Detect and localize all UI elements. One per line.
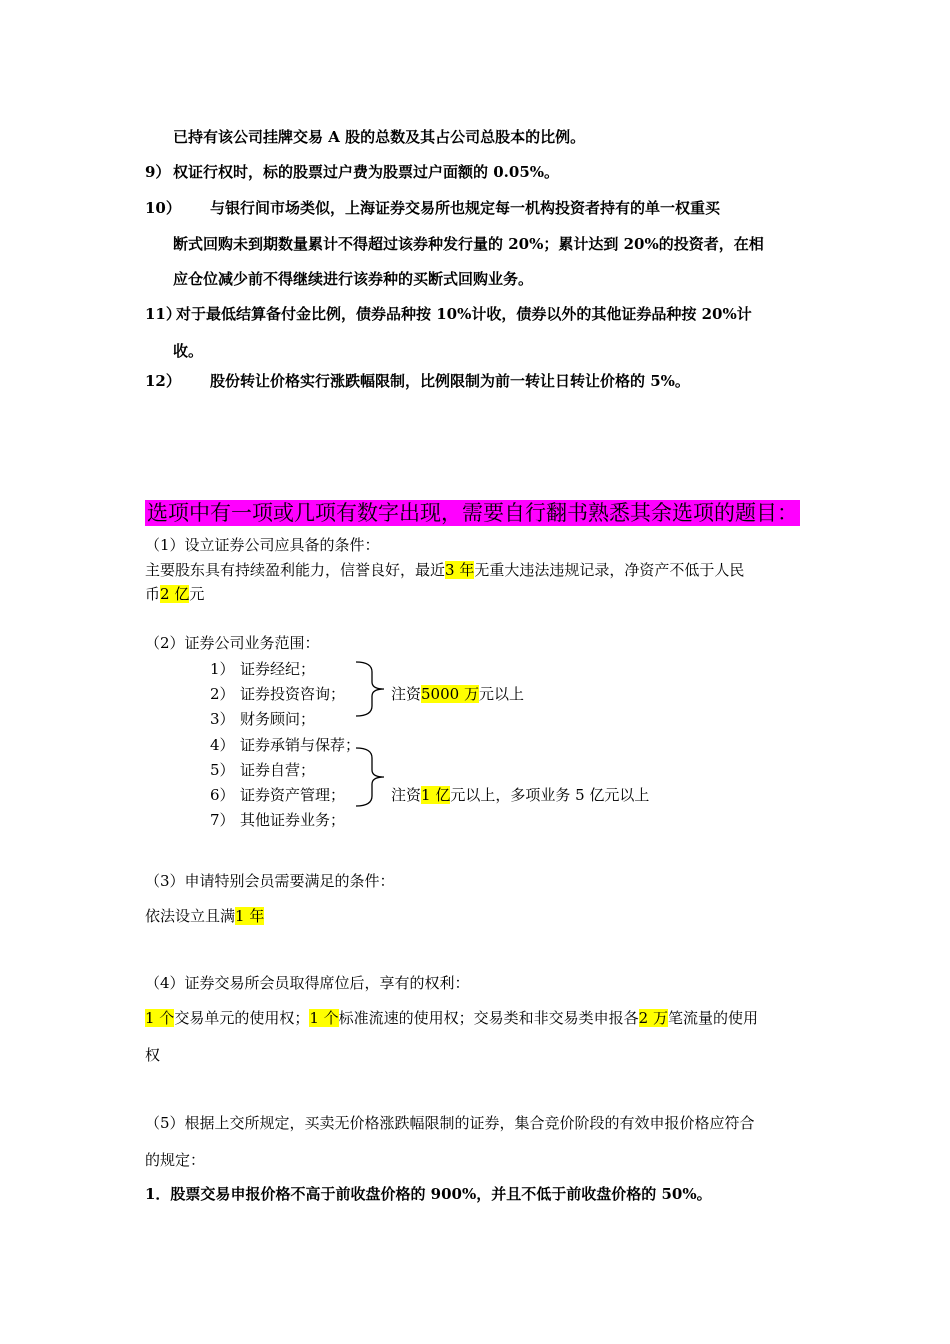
q4-line-2: 权 [145,1046,161,1064]
item-10-number: 10） [145,199,181,217]
q1-text: 主要股东具有持续盈利能力，信誉良好，最近 [145,561,446,579]
q1-line-1 [145,560,744,580]
q2-note-1-text-cont: 元以上 [478,685,524,703]
q1-text-cont: 无重大违法违规记录，净资产不低于人民 [474,561,745,579]
q4-highlight-3: 2 万 [638,1009,668,1027]
q4-text-1: 交易单元的使用权； [174,1009,310,1027]
q1-text-2-cont: 元 [189,585,205,603]
q1-line-2 [145,584,204,604]
item-9-number: 9） [145,163,171,181]
q4-highlight-1: 1 个 [145,1009,175,1027]
q2-item-text: 证券资产管理； [240,786,346,804]
q1-text-2: 币 [145,585,161,603]
q2-title: （2）证券公司业务范围： [145,634,320,652]
q2-item-number: 2） [210,685,235,703]
item-10-line-1: 与银行间市场类似，上海证券交易所也规定每一机构投资者持有的单一权重买 [210,199,721,217]
item-11-line-1: 对于最低结算备付金比例，债券品种按 10%计收，债券以外的其他证券品种按 20%计 [176,305,752,323]
right-brace-icon [354,660,388,718]
q3-highlight: 1 年 [235,907,265,925]
q2-note-1 [391,684,524,704]
q2-note-2-text-cont: 元以上，多项业务 5 亿元以上 [450,786,650,804]
q5-item-1: 1．股票交易申报价格不高于前收盘价格的 900%，并且不低于前收盘价格的 50%。 [145,1185,712,1203]
q3-text: 依法设立且满 [145,907,236,925]
q1-highlight-capital: 2 亿 [160,585,190,603]
q2-note-1-text: 注资 [391,685,422,703]
q3-title: （3）申请特别会员需要满足的条件： [145,872,395,890]
item-12-text: 股份转让价格实行涨跌幅限制，比例限制为前一转让日转让价格的 5%。 [210,372,690,390]
q1-title: （1）设立证券公司应具备的条件： [145,536,380,554]
q2-item-text: 其他证券业务； [240,811,346,829]
q2-note-1-highlight: 5000 万 [421,685,479,703]
item-10-line-2: 断式回购未到期数量累计不得超过该券种发行量的 20%；累计达到 20%的投资者，在相 [173,235,764,253]
q3-line [145,906,264,926]
q2-item-text: 证券自营； [240,761,316,779]
item-9-text: 权证行权时，标的股票过户费为股票过户面额的 0.05%。 [173,163,560,181]
q4-text-3: 笔流量的使用 [667,1009,758,1027]
item-10-line-3: 应仓位减少前不得继续进行该券种的买断式回购业务。 [173,270,534,288]
q5-title-line-1: （5）根据上交所规定，买卖无价格涨跌幅限制的证券，集合竞价阶段的有效申报价格应符合 [145,1114,755,1132]
q4-line-1 [145,1008,758,1028]
q4-title: （4）证券交易所会员取得席位后，享有的权利： [145,974,470,992]
q2-item-number: 1） [210,660,235,678]
q2-item-text: 财务顾问； [240,710,316,728]
item-11-number: 11） [145,305,181,323]
right-brace-icon [354,746,388,808]
q1-highlight-years: 3 年 [445,561,475,579]
list-continuation: 已持有该公司挂牌交易 A 股的总数及其占公司总股本的比例。 [173,128,586,146]
q2-item-number: 4） [210,736,235,754]
q2-note-2-highlight: 1 亿 [421,786,451,804]
q5-title-line-2: 的规定： [145,1151,206,1169]
q2-note-2 [391,785,649,805]
q2-item-text: 证券承销与保荐； [240,736,361,754]
q2-item-text: 证券投资咨询； [240,685,346,703]
q2-item-number: 7） [210,811,235,829]
q2-item-number: 5） [210,761,235,779]
q4-highlight-2: 1 个 [309,1009,339,1027]
q2-item-number: 3） [210,710,235,728]
item-12-number: 12） [145,372,181,390]
item-11-line-2: 收。 [173,342,204,360]
q2-item-number: 6） [210,786,235,804]
q2-item-text: 证券经纪； [240,660,316,678]
section-heading: 选项中有一项或几项有数字出现，需要自行翻书熟悉其余选项的题目： [147,501,798,525]
q4-text-2: 标准流速的使用权；交易类和非交易类申报各 [338,1009,639,1027]
q2-note-2-text: 注资 [391,786,422,804]
